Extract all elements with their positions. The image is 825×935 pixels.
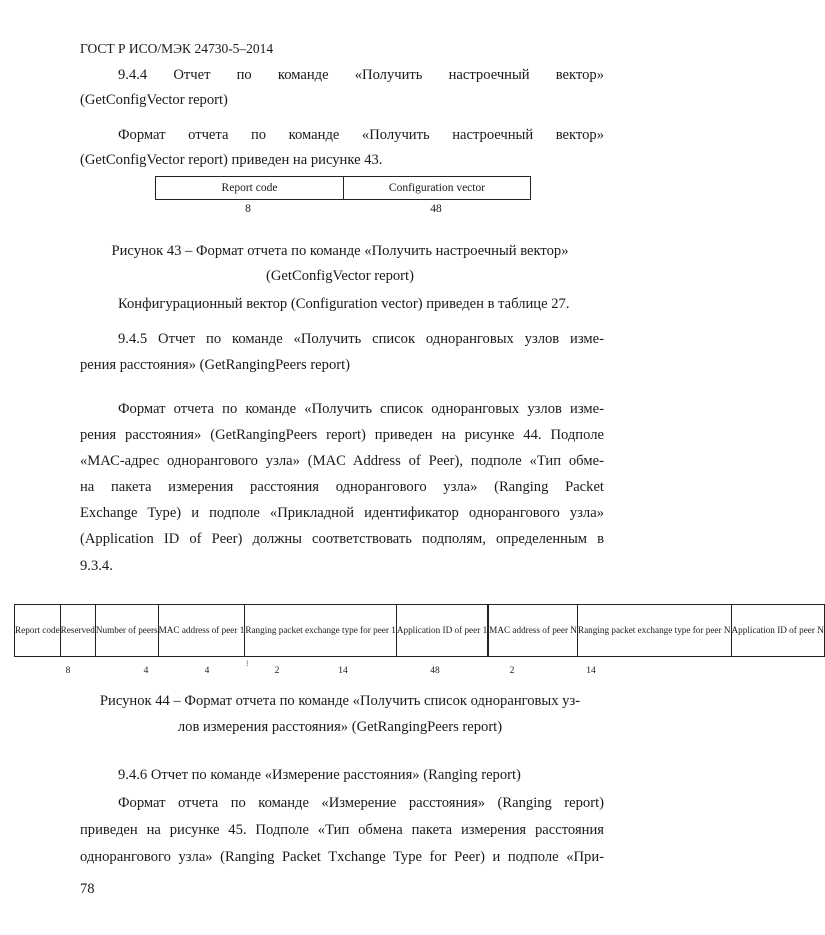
figure-44-bits-5: 48: [430, 666, 440, 676]
section-heading-946: 9.4.6 Отчет по команде «Измерение расстояния» (Ranging report): [118, 767, 521, 783]
section-heading-945-line2: рения расстояния» (GetRangingPeers report): [80, 357, 351, 373]
document-header: ГОСТ Р ИСО/МЭК 24730-5–2014: [80, 41, 274, 56]
figure-44-bits-2: 4: [204, 666, 210, 676]
figure-44-caption-line2: лов измерения расстояния» (GetRangingPeers report): [177, 719, 503, 735]
figure-43-cell-report-code: Report code: [156, 177, 344, 200]
figure-43-caption-line1: Рисунок 43 – Формат отчета по команде «Получить настроечный вектор»: [111, 243, 569, 259]
figure-44-bits-1: 4: [143, 666, 149, 676]
figure-44-cell-ranging-type-peer-n: Ranging packet exchange type for peer N: [577, 605, 731, 657]
figure-44-caption-line1: Рисунок 44 – Формат отчета по команде «Получить список одноранговых уз-: [99, 693, 581, 709]
figure-44-cell-application-id-peer-1: Application ID of peer 1: [396, 605, 487, 657]
paragraph-944-line2: (GetConfigVector report) приведен на рисунке 43.: [80, 152, 383, 168]
paragraph-945-line3: «МАС-адрес однорангового узла» (MAC Address of Peer), подполе «Тип обме-: [80, 453, 604, 469]
figure-44-cell-number-of-peers: Number of peers: [95, 605, 158, 657]
figure-43-caption-line2: (GetConfigVector report): [266, 268, 414, 284]
figure-44-bits-7: 14: [586, 666, 596, 676]
section-heading-945-line1: 9.4.5 Отчет по команде «Получить список одноранговых узлов изме-: [118, 331, 604, 347]
figure-44-table: [14, 604, 825, 657]
paragraph-946-line3: однорангового узла» (Ranging Packet Txchange Type for Peer) и подполе «При-: [80, 849, 604, 865]
figure-43-bits-report-code: 8: [245, 203, 251, 215]
paragraph-945-last: 9.3.4.: [80, 558, 113, 574]
figure-44-cell-report-code: Report code: [15, 605, 61, 657]
paragraph-945-line4: на пакета измерения расстояния однорангового узла» (Ranging Packet: [80, 479, 604, 495]
paragraph-944-line1: Формат отчета по команде «Получить настроечный вектор»: [118, 127, 604, 143]
paragraph-945-line1: Формат отчета по команде «Получить список одноранговых узлов изме-: [118, 401, 604, 417]
figure-44-cell-mac-address-peer-1: MAC address of peer 1: [158, 605, 245, 657]
figure-44-cell-application-id-peer-n: Application ID of peer N: [731, 605, 824, 657]
paragraph-946-line2: приведен на рисунке 45. Подполе «Тип обмена пакета измерения расстояния: [80, 822, 604, 838]
config-vector-note: Конфигурационный вектор (Configuration vector) приведен в таблице 27.: [118, 296, 570, 312]
section-heading-944: [80, 66, 604, 84]
page-number: 78: [80, 881, 95, 897]
figure-44-cell-mac-address-peer-n: MAC address of peer N: [489, 605, 578, 657]
section-heading-944-line1: 9.4.4 Отчет по команде «Получить настроечный вектор»: [118, 67, 604, 83]
section-heading-944-line2: (GetConfigVector report): [80, 92, 228, 108]
figure-44-cell-ranging-type-peer-1: Ranging packet exchange type for peer 1: [245, 605, 397, 657]
figure-43-bits-configuration-vector: 48: [430, 203, 442, 215]
figure-43-table: [155, 176, 531, 200]
figure-44-cell-reserved: Reserved: [60, 605, 95, 657]
figure-44-bits-3: 2: [274, 666, 280, 676]
paragraph-946-line1: Формат отчета по команде «Измерение расстояния» (Ranging report): [118, 795, 604, 811]
figure-44-bits-0: 8: [65, 666, 71, 676]
paragraph-944: [80, 126, 604, 144]
figure-44-bits-4: 14: [338, 666, 348, 676]
figure-44-bits-6: 2: [509, 666, 515, 676]
figure-44-separator-mark: ⁝: [246, 659, 249, 668]
paragraph-945-line2: рения расстояния» (GetRangingPeers report) приведен на рисунке 44. Подполе: [80, 427, 604, 443]
paragraph-945-line6: (Application ID of Peer) должны соответствовать подполям, определенным в: [80, 531, 604, 547]
paragraph-945-line5: Exchange Type) и подполе «Прикладной идентификатор однорангового узла»: [80, 505, 604, 521]
figure-43-cell-configuration-vector: Configuration vector: [344, 177, 531, 200]
